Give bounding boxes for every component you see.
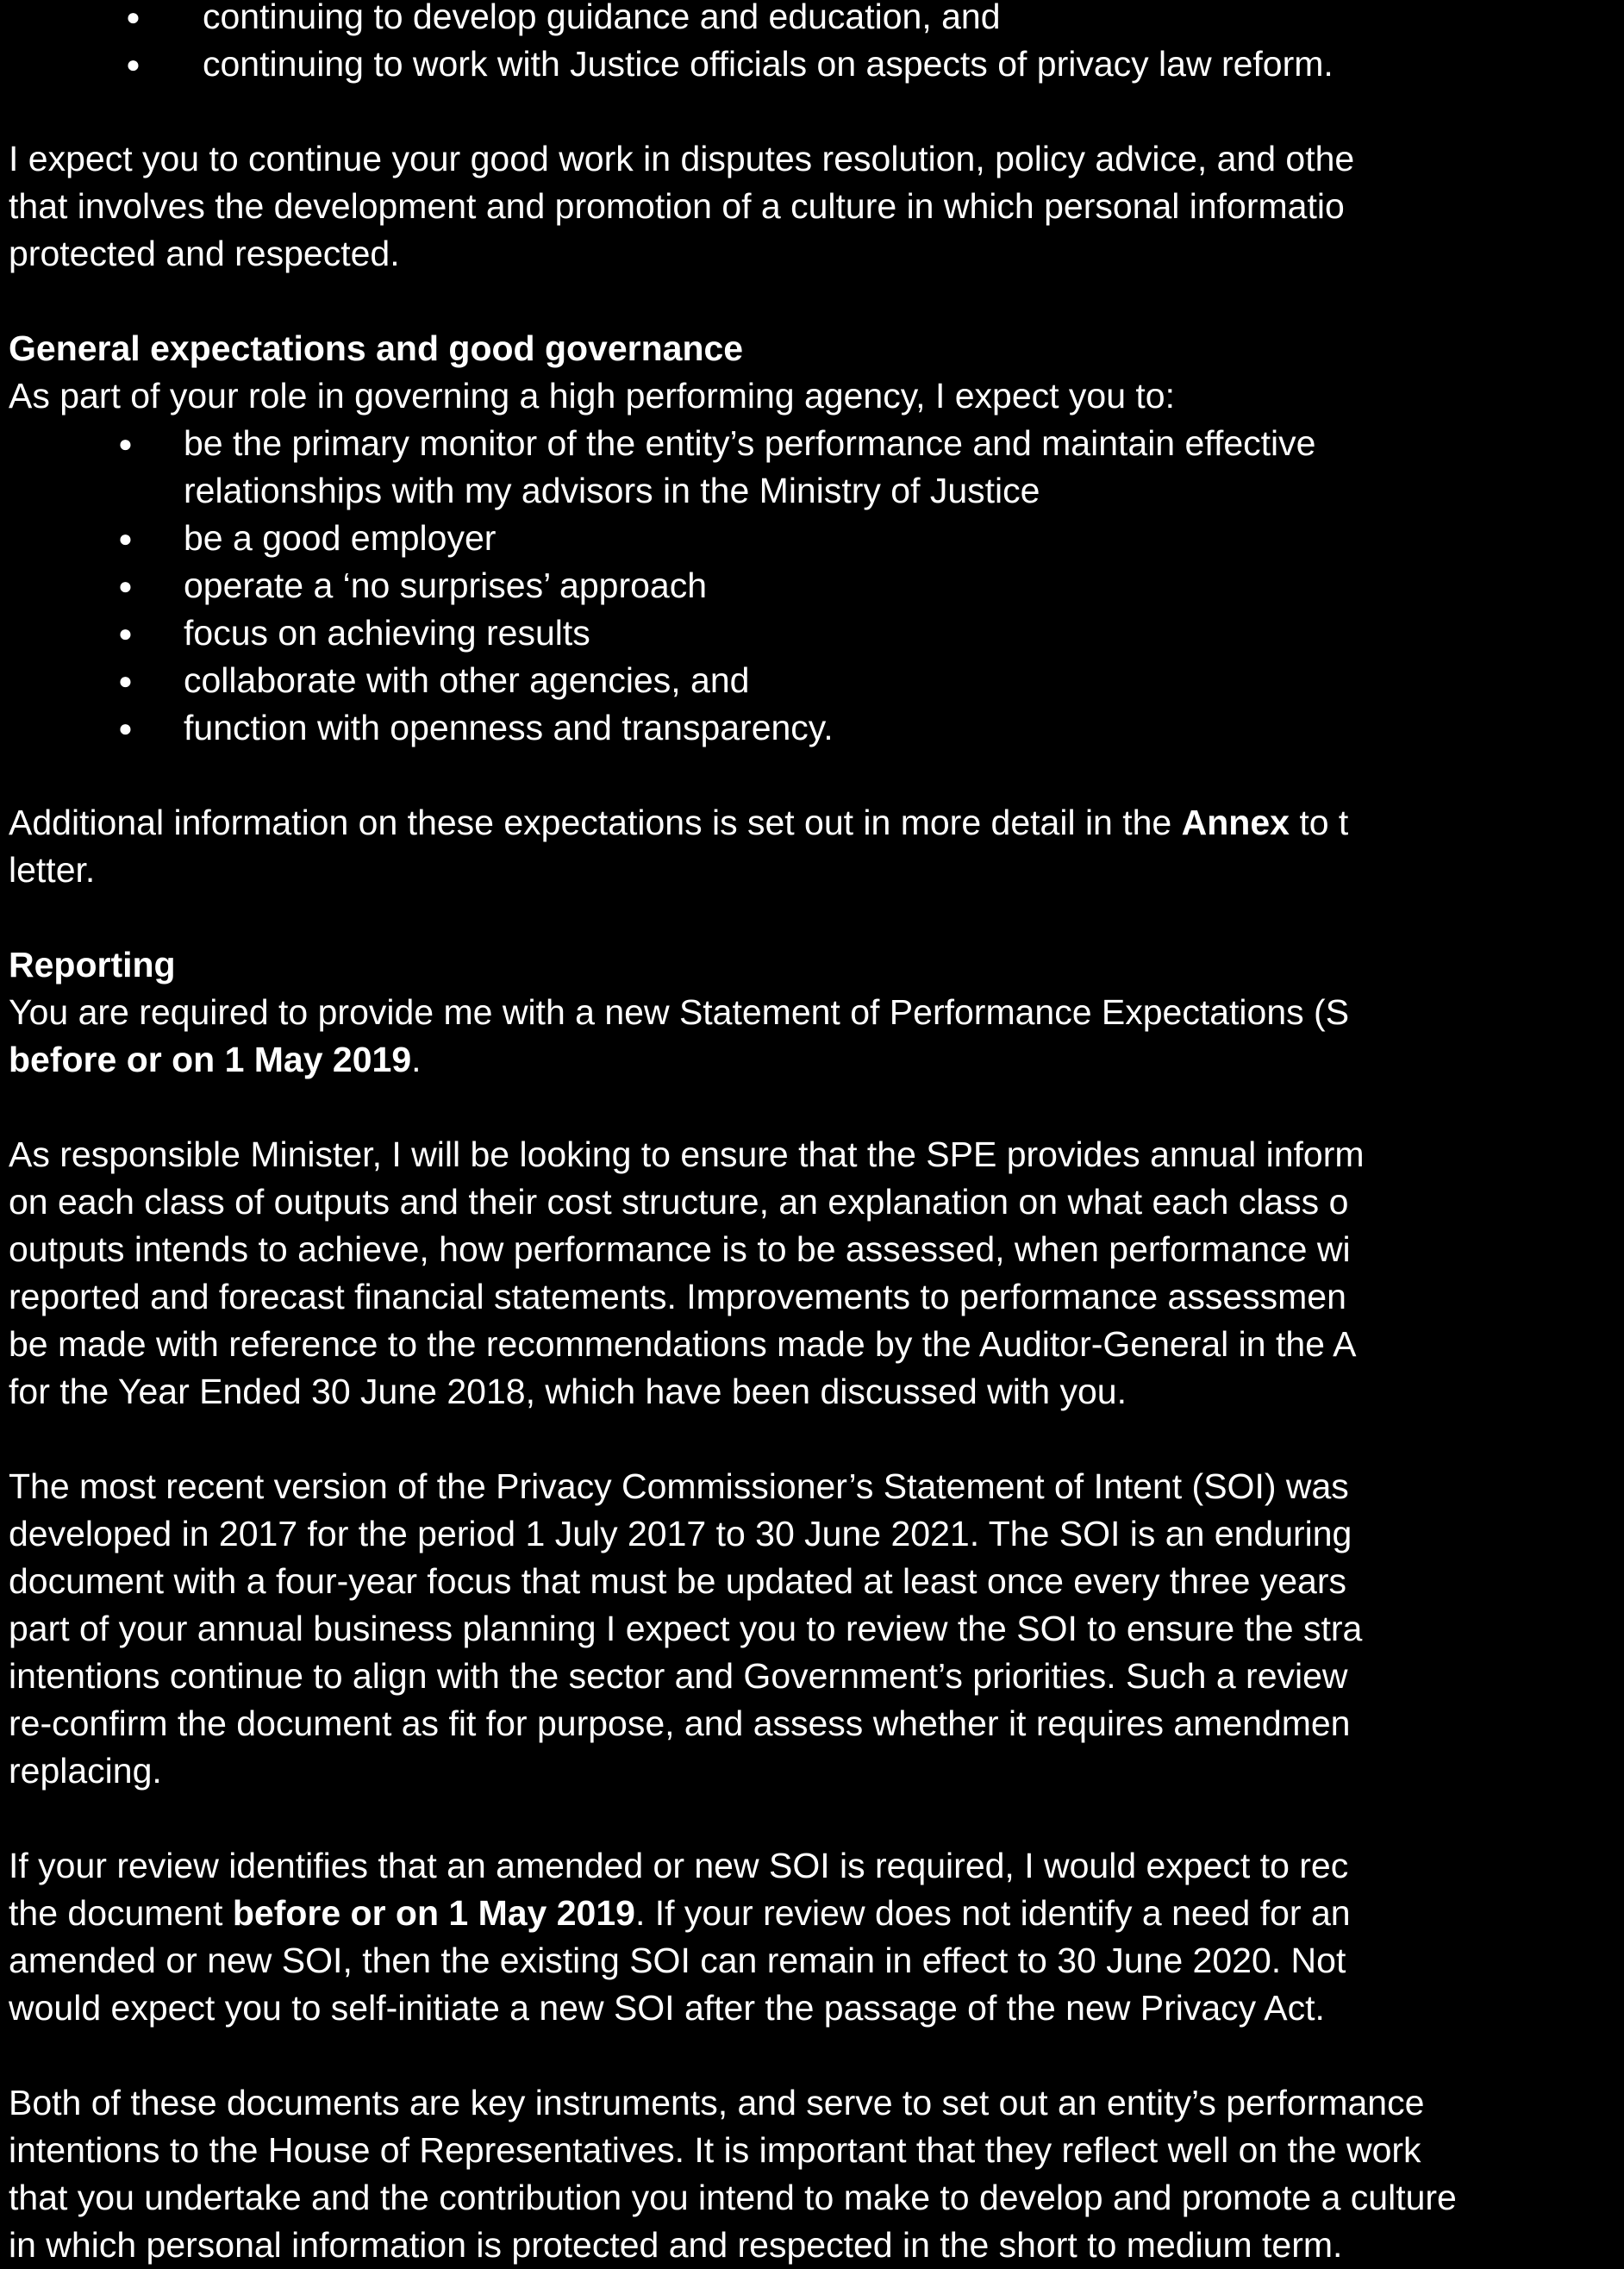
document-page: [9, 0, 1624, 2269]
list-item: ● collaborate with other agencies, and: [9, 657, 1624, 704]
list-item: ● continuing to develop guidance and education, and: [9, 0, 1624, 41]
paragraph-reporting: You are required to provide me with a new Statement of Performance Expectations (S before or on 1 May 2019.: [9, 992, 1350, 1079]
bullet-icon: ●: [118, 430, 133, 457]
list-item: ● be the primary monitor of the entity’s performance and maintain effective relationships with my advisors in the Ministry of Justice: [9, 420, 1624, 515]
list-item: ● be a good employer: [9, 515, 1624, 562]
bullet-icon: ●: [118, 572, 133, 599]
bullet-list-top: [9, 0, 1624, 88]
bullet-icon: ●: [126, 51, 141, 78]
paragraph-annex: Additional information on these expectations is set out in more detail in the Annex to t letter.: [9, 803, 1349, 890]
paragraph-final: Both of these documents are key instruments, and serve to set out an entity’s performance intentions to the House of Representatives. It is important that they reflect well on the work that you undertake and the contribution you intend to make to develop and promote a culture in which personal information is protected and respected in the short to medium term.: [9, 2083, 1457, 2265]
bullet-list-governance: [9, 420, 1624, 752]
paragraph-spe: As responsible Minister, I will be looking to ensure that the SPE provides annual inform on each class of outputs and their cost structure, an explanation on what each class o outputs intends to achieve, how performance is to be assessed, when performance wi reported and forecast financial statements. Improvements to performance assessmen be made with reference to the recommendations made by the Auditor-General in the A for the Year Ended 30 June 2018, which have been discussed with you.: [9, 1134, 1365, 1411]
paragraph-review: If your review identifies that an amended or new SOI is required, I would expect to rec the document before or on 1 May 2019. If your review does not identify a need for an amended or new SOI, then the existing SOI can remain in effect to 30 June 2020. Not would expect you to self-initiate a new SOI after the passage of the new Privacy Act.: [9, 1846, 1351, 2028]
bullet-icon: ●: [118, 715, 133, 741]
list-item: ● continuing to work with Justice officials on aspects of privacy law reform.: [9, 41, 1624, 88]
heading-governance: General expectations and good governance: [9, 328, 744, 368]
governance-intro: As part of your role in governing a high performing agency, I expect you to:: [9, 376, 1175, 416]
bullet-icon: ●: [126, 3, 141, 30]
list-item: ● focus on achieving results: [9, 609, 1624, 657]
paragraph-work: I expect you to continue your good work in disputes resolution, policy advice, and othe that involves the development and promotion of a culture in which personal informatio protected and respected.: [9, 139, 1355, 273]
heading-reporting: Reporting: [9, 945, 176, 984]
list-item: ● operate a ‘no surprises’ approach: [9, 562, 1624, 609]
bullet-icon: ●: [118, 667, 133, 694]
paragraph-soi: The most recent version of the Privacy Commissioner’s Statement of Intent (SOI) was developed in 2017 for the period 1 July 2017 to 30 June 2021. The SOI is an enduring document with a four-year focus that must be updated at least once every three years part of your annual business planning I expect you to review the SOI to ensure the stra intentions continue to align with the sector and Government’s priorities. Such a review re-confirm the document as fit for purpose, and assess whether it requires amendmen replacing.: [9, 1466, 1363, 1791]
list-item: ● function with openness and transparency.: [9, 704, 1624, 752]
bullet-icon: ●: [118, 525, 133, 552]
bullet-icon: ●: [118, 620, 133, 647]
